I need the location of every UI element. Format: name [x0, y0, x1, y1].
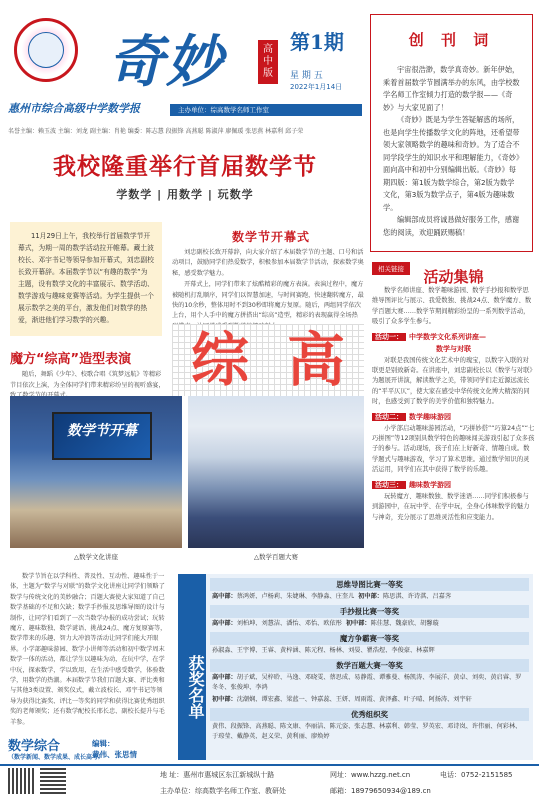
- weekday: 星 期 五: [290, 71, 323, 81]
- issue-number: 第1期: [290, 30, 344, 54]
- award-names: 陈佳慧、魏豪欣、胡馨璇: [370, 620, 439, 627]
- award-title: 手抄报比赛一等奖: [210, 605, 529, 618]
- footer-address: 地 址：惠州市惠城区东江新城纵十路: [160, 771, 275, 779]
- activities-title: 活动集锦: [423, 268, 484, 286]
- activity-heading-text: 数学趣味游园: [409, 412, 451, 421]
- activities-intro: 数学名师讲座、数学趣味游园、数学手抄报和数学思维导图评比与展示、我爱数独、挑战24点、数学魔方、数学百题大赛……数学节期间精彩纷呈的一系列数学活动，吸引了众多学生参与。: [372, 287, 532, 326]
- editor-names: 黄伟、张思情: [92, 750, 137, 759]
- staff-list: 名誉主编：赖玉波 主编：刘龙 副主编：肖艳 编委：陈志慧 段振锋 高燕聪 陈淑萍 廖佩瑗 张思燕 林嘉利 邱子荣: [8, 128, 304, 135]
- activity-heading: [372, 332, 535, 342]
- related-link-tag: 相关链接: [372, 262, 410, 275]
- award-grade: 初中部：: [345, 620, 371, 627]
- editor-label: 编辑：: [92, 739, 115, 748]
- award-line: [210, 618, 529, 630]
- award-title: 优秀组织奖: [210, 708, 529, 721]
- school-emblem-icon: [28, 32, 64, 68]
- activities-list: [372, 286, 535, 568]
- award-line: [210, 672, 529, 694]
- festival-section-title: 数学节开幕式: [231, 230, 310, 244]
- award-line: [210, 694, 529, 706]
- activity-heading-text: 中学数学文化系列讲座—: [409, 332, 486, 341]
- award-names: 蔡鸿妍、卢杨莉、朱婕琳、李静淼、庄奎儿: [236, 593, 355, 600]
- footer-unit: 主办单位：综高数学名师工作室、教研处: [160, 787, 286, 795]
- magic-cube-body: 随后，舞蹈《少年》、校歌合唱《筑梦远航》等精彩节目依次上演，为全体同学们带来精彩纷呈的视听盛宴，: [10, 371, 165, 389]
- festival-paragraph: 刘忠副校长致开幕辞，向大家介绍了本届数学节的主题、口号和活动项目，鼓励同学们热爱数学，积极参加本届数学节活动，探索数学奥秘，感受数学魅力。: [172, 249, 364, 277]
- award-grade: 高中部：: [212, 674, 237, 681]
- award-title: 思维导图比赛一等奖: [210, 578, 529, 591]
- award-grade: 高中部：: [212, 593, 237, 600]
- photo-caption: △数学文化讲座: [74, 553, 118, 561]
- activity-heading: [372, 480, 535, 490]
- magic-cube-char: 高: [268, 324, 364, 396]
- awards-list: [206, 574, 533, 760]
- lede-box: 11月29日上午，我校举行首届数学节开幕式，为期一周的数学活动拉开帷幕。藏土波校长、邓宇书记等领导参加开幕式，刘忠副校长致开幕辞。本届数学节以“有趣的数学”为主题，设有数学文化的丰富展示、数学活动、数学游戏与趣味竞赛等活动。为学生提供一个展示数学之美的平台，激发他们对数学的热爱，渐进他们学习数学的兴趣。: [10, 222, 162, 336]
- photo-caption: △数学百题大赛: [254, 553, 298, 561]
- award-title: 魔方争霸赛一等奖: [210, 632, 529, 645]
- footer-email: 邮箱：18979650934@189.cn: [330, 787, 431, 795]
- qr-code-icon: [8, 768, 34, 794]
- activity-number: 活动三：: [372, 481, 406, 489]
- activity-subheading: 数学与对联: [436, 344, 471, 353]
- publish-date: 2022年1月14日: [290, 83, 343, 91]
- magic-cube-char: 综: [172, 324, 268, 396]
- festival-paragraph: 开幕式上，同学们带来了炫酷精彩的魔方表演。表演过程中，魔方被随机打乱顺序，同学们以智慧加速，与时间赛跑，快速翻转魔方，最快的10余秒，整体用时不到30秒即将魔方复原。随后，两组同学依次上台，用个人手中的魔方拼搭出“综高”造型，精彩的表现赢得全场热: [172, 281, 364, 320]
- activity-number: 活动一：: [372, 333, 406, 341]
- summary-text: 数学节旨在以学科性、普及性、互动性、趣味性于一体，主题为“数学与对联”的数学文化讲座让同学们领略了数学与传统文化的美妙融合；百题大赛使大家知道了自己数学基础的不足和欠缺；数学手抄报及思维导图的设计与制作，让同学们看到了一次当数学办报的成功尝试；玩转魔方、趣味数独、数学谜语、挑战24点、魔方复原赛等，数学带来的乐趣、智力大冲浪等活动让同学们能大开眼界。小学部趣味游园、数学小讲师等活动和初中数学周末数学一体的活动，都让学生以趣味为动，在玩中学，在学中玩，探索数学，学以致用，在生活中感受数学，体验数学，用数学的热潮。本届数学节我们百题大赛、评比类和与其他3类设置、颁奖仪式，戴立波校长、邓宇书记等领导为获得比赛奖、评比一等奖的同学和获得比赛优秀组织奖的老师颁奖；还有数学配校长邢长忠、副校长提升与毛羊参。: [10, 573, 167, 726]
- stage-screen-text: 数学节开幕: [67, 423, 137, 439]
- magic-cube-image: [172, 324, 364, 396]
- school-name: 惠州市综合高级中学数学报: [8, 102, 140, 115]
- awards-label: 获奖名单: [178, 574, 206, 760]
- activity-heading-text: 趣味数学游园: [409, 480, 451, 489]
- award-names: 黄伟、段振锋、高燕聪、陈文康、李丽洁、陈元姿、张志慧、林嘉利、韩莹、罗英宏、邓诗岚、许伟丽、何彩林、于琼莹、戴静英、赵义荣、黄利丽、廖焕婷: [212, 723, 522, 740]
- column-subtitle: （数学新闻、数学成果、成长高考）: [8, 754, 105, 761]
- award-grade: 初中部：: [212, 696, 237, 703]
- activity-number: 活动二：: [372, 413, 406, 421]
- column-title: 数学综合: [8, 739, 61, 754]
- foreword-title: 创 刊 词: [408, 31, 495, 49]
- award-names: 陈思淇、许诗淇、吕嘉荠: [383, 593, 452, 600]
- award-names: 刘柏坤、刘慧洁、潘怡、邓怡、欧依彤: [236, 620, 342, 627]
- activity-body: 对联是我国传统文化艺术中的瑰宝，以数字入联的对联更是别致新奇。在讲座中，刘忠副校长以《数学与对联》为题展开讲演，解读数学之美，带领同学们走近源远流长的“平平仄仄”，使大家在感受中华传统文化博大精深的同时，也感受到了数学的美学价值和独特魅力。: [372, 356, 533, 406]
- headline: 我校隆重举行首届数学节: [53, 154, 317, 180]
- subheadline: 学数学 | 用数学 | 玩数学: [116, 188, 254, 201]
- contest-photo: [188, 396, 364, 548]
- award-grade: 初中部：: [358, 593, 383, 600]
- award-line: [210, 645, 529, 657]
- editor-block: [92, 738, 137, 760]
- host-bar: 主办单位：综高数学名师工作室: [170, 104, 362, 116]
- activity-body: 小学部启动趣味游园活动，“巧拼妙搭”“巧算24点”“七巧拼图”等12项别具数学特色的趣味闯关游戏引起了众多孩子的参与。活动现场，孩子们在上好新奇、情趣自成。数学题式与趣味游戏，学习了算术思维。通过数学知识的灵活运用，同学们在其中获得了数学的乐趣。: [372, 424, 535, 474]
- foreword-box: [370, 14, 533, 252]
- award-names: 沈潮娴、谭宏鑫、梁蓝一、钟嘉蕊、王妍、周雨霞、黄泽鑫、叶子晴、阿扬涛、刘宇轩: [236, 696, 472, 703]
- qr-code-icon: [40, 768, 66, 794]
- activity-body: 玩转魔方、趣味数独、数学迷语……同学们积极参与到游园中，在玩中学、在学中玩，全身心体味数学的魅力与神奇，充分展示了思维灵活性和应变能力。: [372, 492, 530, 521]
- festival-body: [172, 248, 364, 333]
- award-grade: 高中部：: [212, 620, 237, 627]
- award-names: 胡子斌、吴梓聆、马逸、邓晓雯、蔡思成、易静霞、谭雅曼、杨凯涛、李展洋、黄卓、刘奕、黄启睿、罗冬冬、张俊坤、李鸿: [212, 674, 522, 691]
- paper-title: 奇妙: [108, 29, 224, 95]
- foreword-paragraph: 宇宙很浩渺，数学真奇妙。新年伊始，乘着首届数学节圆满举办的东风，由学校数学名师工作室倾力打造的数学报——《奇妙》与大家见面了！: [383, 65, 520, 112]
- foreword-paragraph: 编辑部成员将诚恳做好服务工作，感谢您的阅读，欢迎踊跃赐稿！: [383, 215, 520, 237]
- magic-cube-title: 魔方“综高”造型表演: [10, 352, 132, 367]
- edition-tag: 高中版: [258, 40, 278, 84]
- award-line: [210, 591, 529, 603]
- footer-website: 网址：www.hzzg.net.cn: [330, 771, 411, 779]
- award-title: 数学百题大赛一等奖: [210, 659, 529, 672]
- award-line: [210, 721, 529, 743]
- footer-phone: 电话：0752-2151585: [440, 771, 513, 779]
- activity-heading: [372, 412, 535, 422]
- foreword-paragraph: 《奇妙》既是为学生答疑解惑的场所，也是向学生传播数学文化的阵地，还希望带领大家领略数学的趣味和奇妙。为了适合不同学段学生的知识水平和理解能力，《奇妙》面向高中和初中分别编辑出版。《奇妙》每期四版：第1版为数学综合，第2版为数学文化，第3版为数学点子，第4版为趣味数学。: [383, 115, 520, 212]
- award-names: 孙淑淼、王宇博、王睿、黄梓涵、陈元程、杨林、刘晏、瞿浩煜、李俊豪、林嘉辉: [212, 647, 435, 654]
